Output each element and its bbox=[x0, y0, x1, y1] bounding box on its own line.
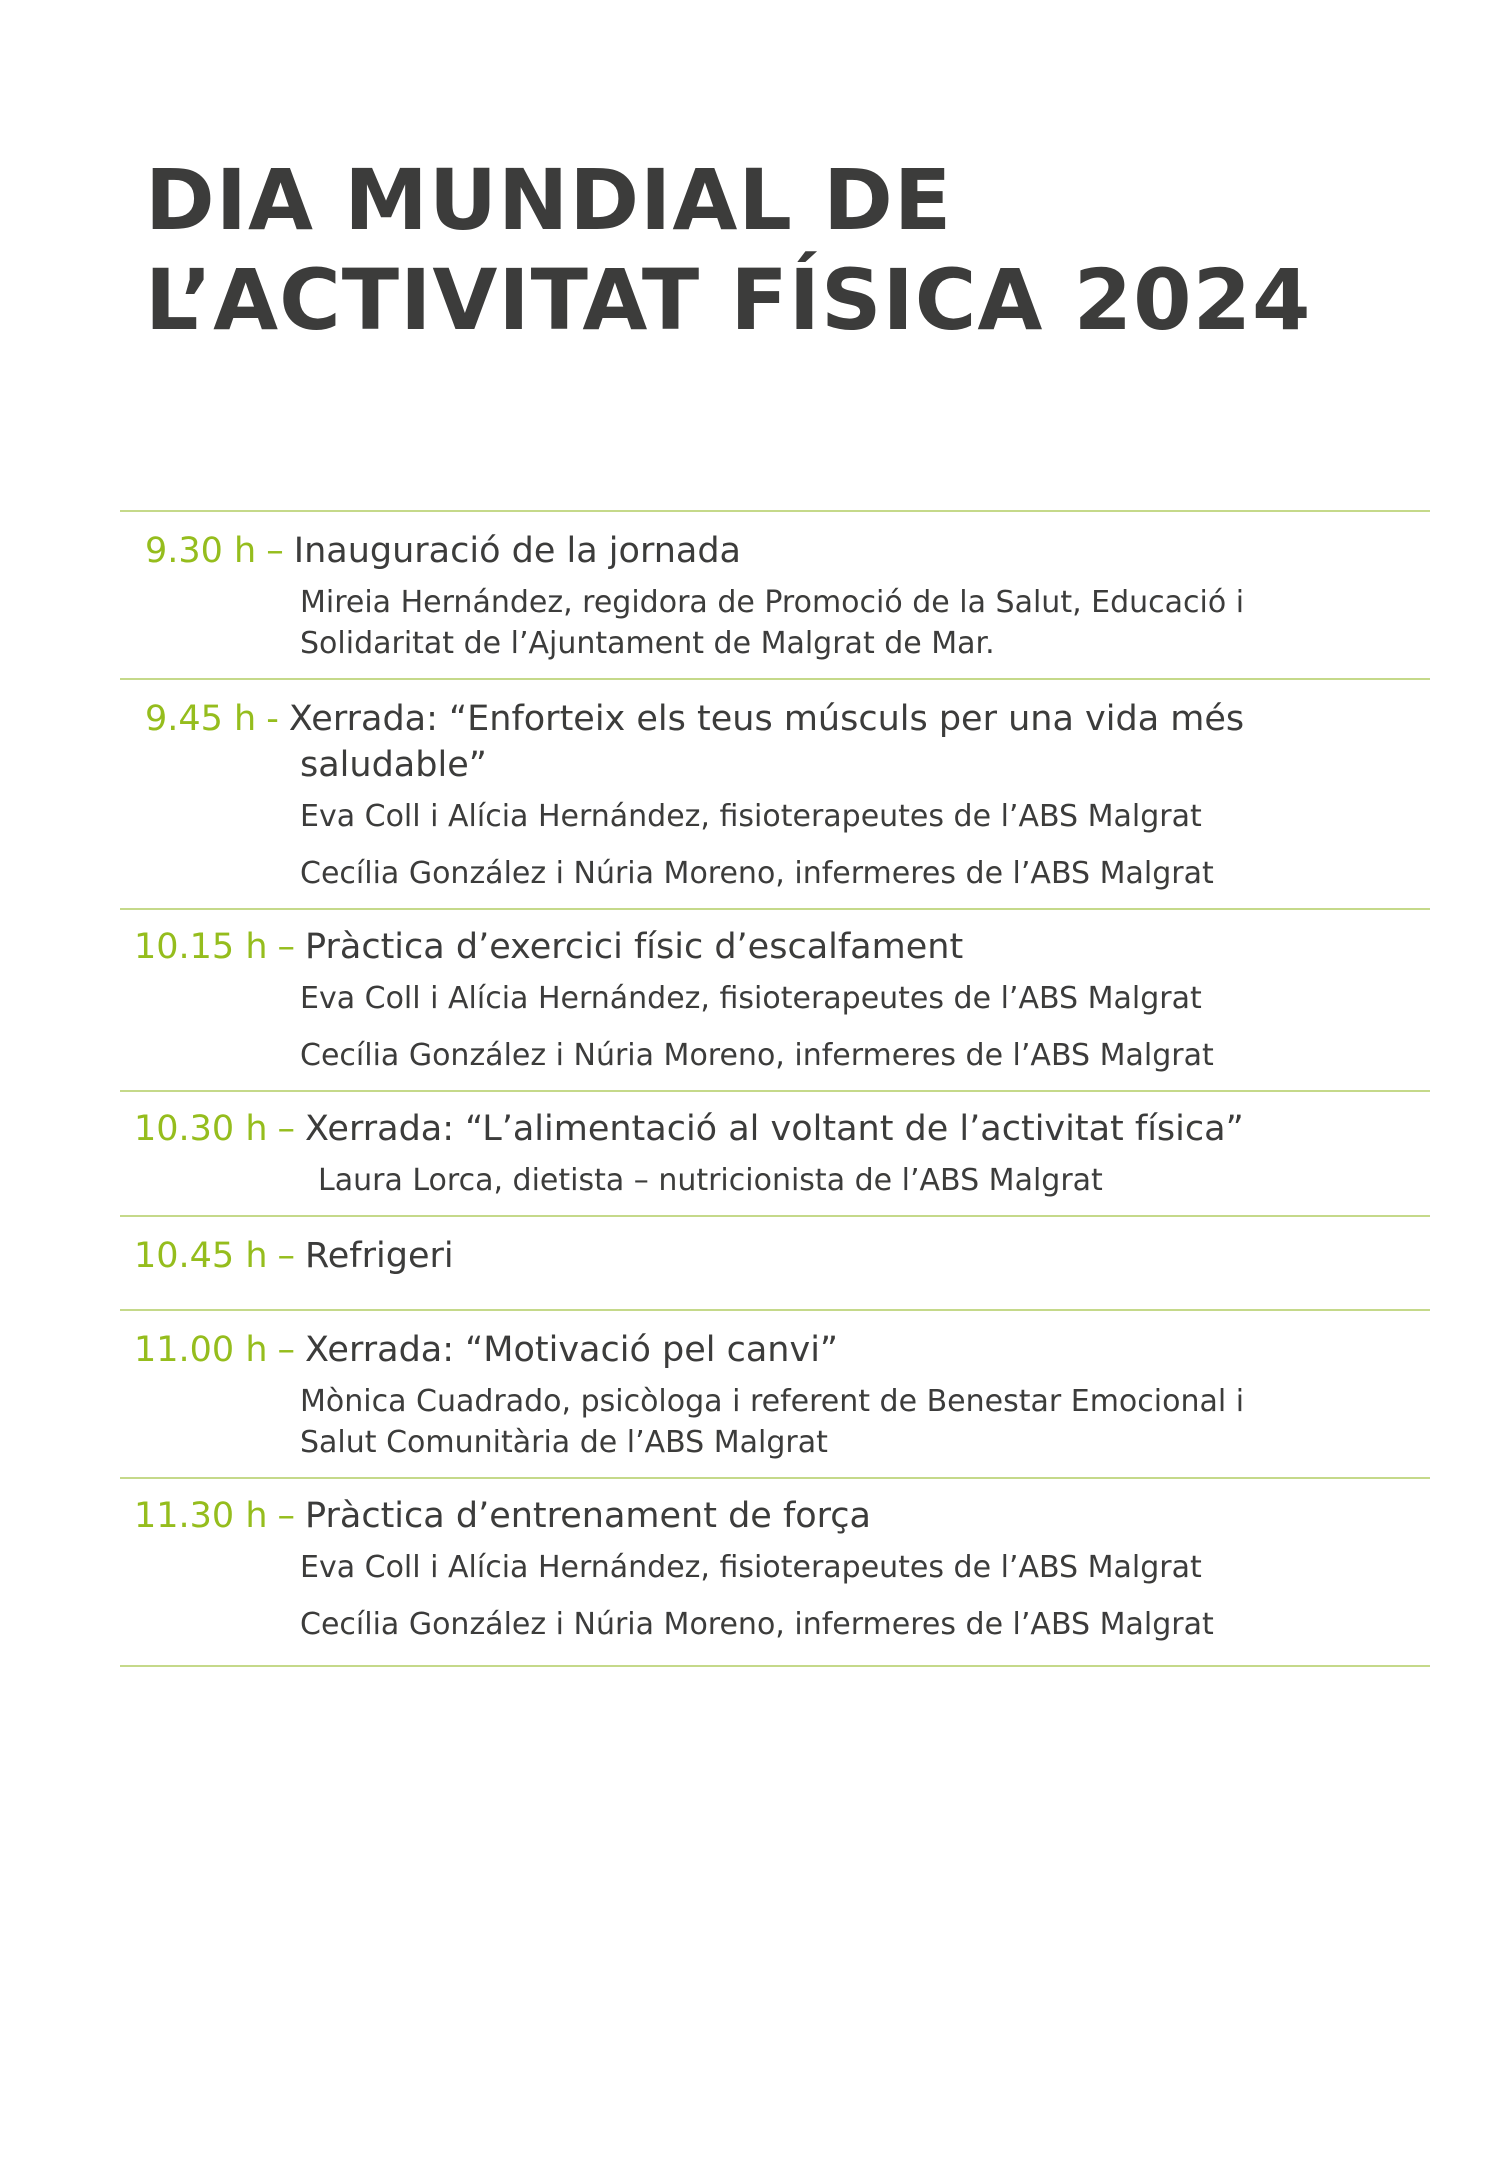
page-title-line-2: L’ACTIVITAT FÍSICA 2024 bbox=[145, 251, 1312, 349]
schedule-title: Pràctica d’exercici físic d’escalfament bbox=[305, 927, 964, 967]
schedule-speaker: Cecília González i Núria Moreno, infermeres de l’ABS Malgrat bbox=[300, 856, 1214, 891]
schedule-speaker: Eva Coll i Alícia Hernández, fisioterapeutes de l’ABS Malgrat bbox=[300, 799, 1202, 834]
time-separator: – bbox=[277, 1330, 296, 1370]
schedule-title: saludable” bbox=[300, 745, 487, 785]
time-separator: – bbox=[277, 927, 296, 967]
schedule-speaker: Mònica Cuadrado, psicòloga i referent de Benestar Emocional i bbox=[300, 1384, 1245, 1419]
page-title-line-1: DIA MUNDIAL DE bbox=[145, 151, 953, 249]
schedule-time: 10.45 h bbox=[134, 1236, 268, 1276]
schedule-item bbox=[120, 910, 1430, 1090]
schedule-time: 9.30 h bbox=[145, 531, 257, 571]
schedule-speaker: Laura Lorca, dietista – nutricionista de l’ABS Malgrat bbox=[318, 1163, 1103, 1198]
time-separator: – bbox=[266, 531, 284, 571]
schedule-item bbox=[120, 1311, 1430, 1477]
schedule-speaker: Salut Comunitària de l’ABS Malgrat bbox=[300, 1425, 828, 1460]
schedule-time: 10.15 h bbox=[134, 927, 268, 967]
schedule-item bbox=[120, 1479, 1430, 1665]
time-separator: – bbox=[277, 1496, 296, 1536]
schedule-time: 9.45 h bbox=[145, 699, 257, 739]
schedule-time: 10.30 h bbox=[134, 1109, 268, 1149]
schedule-title: Pràctica d’entrenament de força bbox=[305, 1496, 871, 1536]
time-separator: – bbox=[277, 1236, 296, 1276]
schedule-title: Refrigeri bbox=[305, 1236, 454, 1276]
schedule-item bbox=[120, 512, 1430, 678]
schedule-speaker: Mireia Hernández, regidora de Promoció de la Salut, Educació i bbox=[300, 585, 1245, 620]
page-title bbox=[145, 150, 1311, 350]
time-separator: - bbox=[266, 699, 279, 739]
schedule-time: 11.00 h bbox=[134, 1330, 268, 1370]
schedule-title: Xerrada: “Enforteix els teus músculs per una vida més bbox=[288, 699, 1245, 739]
divider-line bbox=[120, 1665, 1430, 1667]
schedule-speaker: Cecília González i Núria Moreno, infermeres de l’ABS Malgrat bbox=[300, 1038, 1214, 1073]
schedule-title: Xerrada: “Motivació pel canvi” bbox=[305, 1330, 839, 1370]
schedule-item bbox=[120, 680, 1430, 908]
schedule-speaker: Eva Coll i Alícia Hernández, fisioterapeutes de l’ABS Malgrat bbox=[300, 981, 1202, 1016]
time-separator: – bbox=[277, 1109, 296, 1149]
schedule-item bbox=[120, 1217, 1430, 1309]
schedule-speaker: Cecília González i Núria Moreno, infermeres de l’ABS Malgrat bbox=[300, 1607, 1214, 1642]
schedule-speaker: Eva Coll i Alícia Hernández, fisioterapeutes de l’ABS Malgrat bbox=[300, 1550, 1202, 1585]
schedule-title: Xerrada: “L’alimentació al voltant de l’activitat física” bbox=[305, 1109, 1244, 1149]
schedule-time: 11.30 h bbox=[134, 1496, 268, 1536]
schedule-title: Inauguració de la jornada bbox=[293, 531, 742, 571]
schedule-list bbox=[120, 510, 1430, 1667]
schedule-item bbox=[120, 1092, 1430, 1215]
schedule-speaker: Solidaritat de l’Ajuntament de Malgrat de Mar. bbox=[300, 626, 995, 661]
